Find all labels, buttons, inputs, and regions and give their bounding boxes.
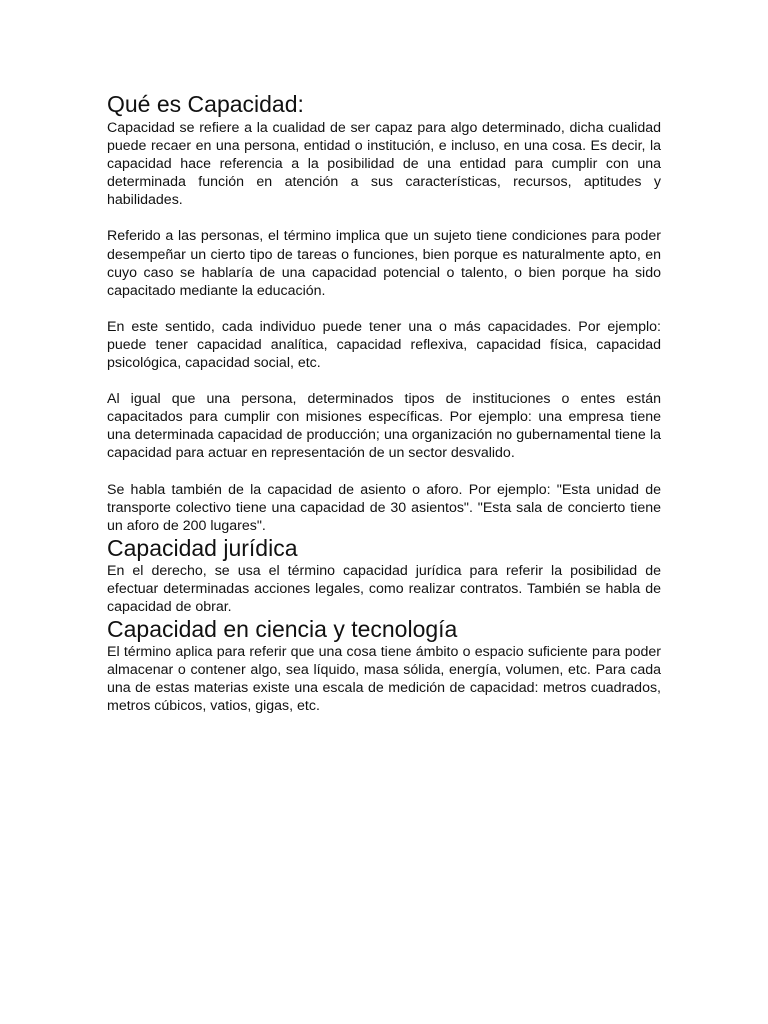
paragraph-capacidades: En este sentido, cada individuo puede tener una o más capacidades. Por ejemplo: puede tener capacidad analítica, capacidad reflexiva, capacidad física, capacidad psicológica, capacidad social, etc. xyxy=(107,318,661,372)
paragraph-definicion: Capacidad se refiere a la cualidad de ser capaz para algo determinado, dicha cualidad puede recaer en una persona, entidad o institución, e incluso, en una cosa. Es decir, la capacidad hace referencia a la posibilidad de una entidad para cumplir con una determinada función en atención a sus características, recursos, aptitudes y habilidades. xyxy=(107,120,661,209)
paragraph-gap xyxy=(107,463,661,481)
section-heading-ciencia-tecnologia: Capacidad en ciencia y tecnología xyxy=(107,616,458,643)
paragraph-gap xyxy=(107,300,661,318)
section-heading-capacidad-juridica: Capacidad jurídica xyxy=(107,534,298,561)
paragraph-personas: Referido a las personas, el término implica que un sujeto tiene condiciones para poder desempeñar un cierto tipo de tareas o funciones, bien porque es naturalmente apto, en cuyo caso se hablaría de una capacidad potencial o talento, o bien porque ha sido capacitado mediante la educación. xyxy=(107,228,661,299)
paragraph-instituciones: Al igual que una persona, determinados tipos de instituciones o entes están capacitados para cumplir con misiones específicas. Por ejemplo: una empresa tiene una determinada capacidad de producción; una organización no gubernamental tiene la capacidad para actuar en representación de un sector desvalido. xyxy=(107,391,661,462)
document-page xyxy=(107,90,661,715)
paragraph-gap xyxy=(107,209,661,227)
paragraph-aforo: Se habla también de la capacidad de asiento o aforo. Por ejemplo: "Esta unidad de transporte colectivo tiene una capacidad de 30 asientos". "Esta sala de concierto tiene un aforo de 200 lugares". xyxy=(107,481,661,534)
paragraph-ciencia: El término aplica para referir que una cosa tiene ámbito o espacio suficiente para poder almacenar o contener algo, sea líquido, masa sólida, energía, volumen, etc. Para cada una de estas materias existe una escala de medición de capacidad: metros cuadrados, metros cúbicos, vatios, gigas, etc. xyxy=(107,644,661,715)
paragraph-gap xyxy=(107,372,661,390)
section-heading-que-es-capacidad: Qué es Capacidad: xyxy=(107,91,304,117)
paragraph-juridica: En el derecho, se usa el término capacidad jurídica para referir la posibilidad de efectuar determinadas acciones legales, como realizar contratos. También se habla de capacidad de obrar. xyxy=(107,562,661,615)
